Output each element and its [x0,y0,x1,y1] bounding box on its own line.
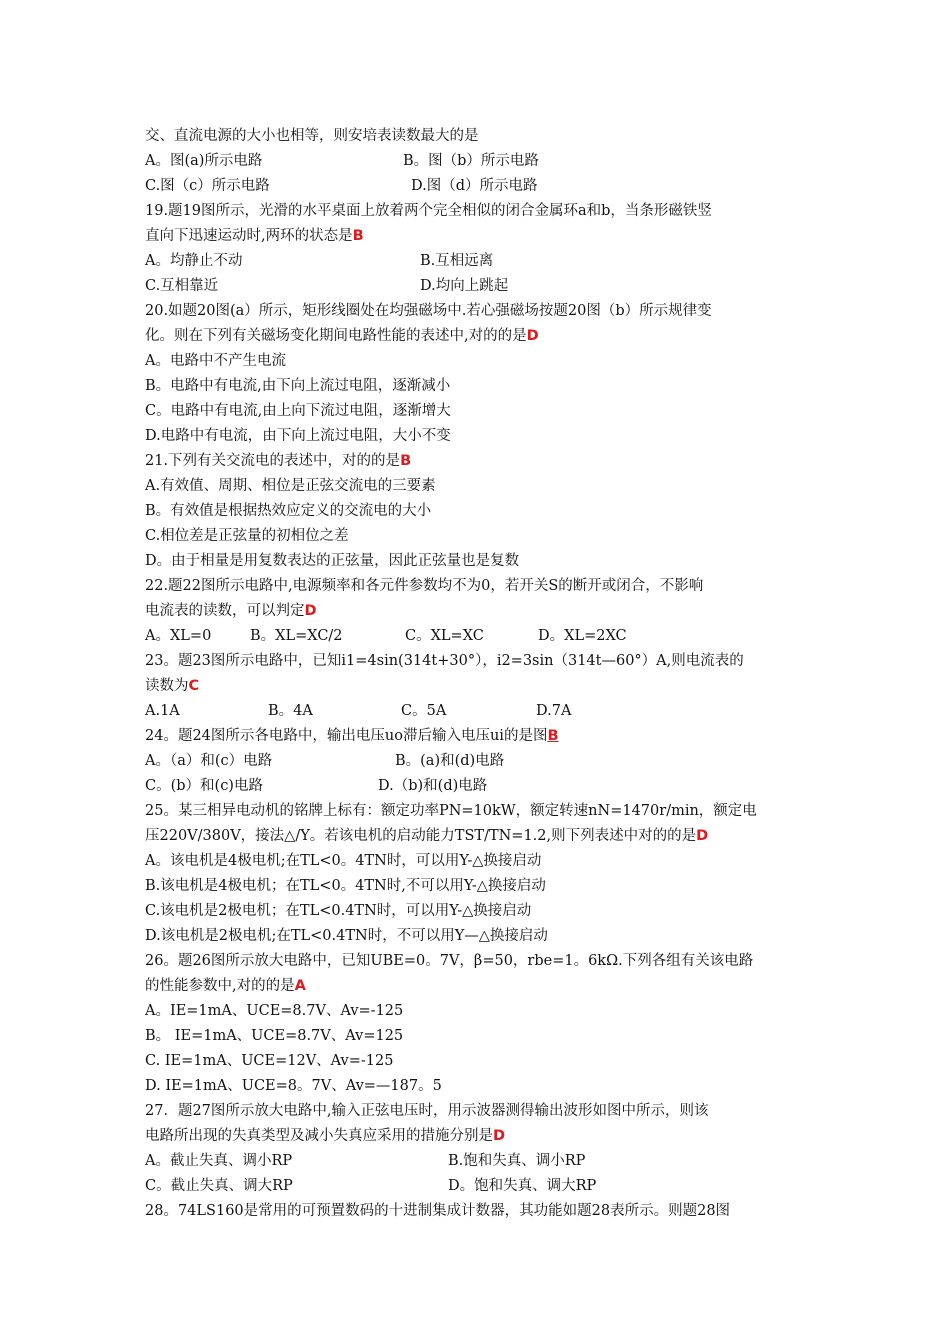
q27-answer: D [493,1128,506,1144]
q21-option-d: D。由于相量是用复数表达的正弦量，因此正弦量也是复数 [145,553,520,569]
q26-text: 的性能参数中,对的的是 [145,978,295,994]
q26-option-b: B。 IE=1mA、UCE=8.7V、Av=125 [145,1028,404,1044]
q20-option-b: B。电路中有电流,由下向上流过电阻，逐渐减小 [145,378,451,394]
q20-option-d: D.电路中有电流，由下向上流过电阻，大小不变 [145,428,451,444]
q19-text-line1: 19.题19图所示，光滑的水平桌面上放着两个完全相似的闭合金属环a和b，当条形磁铁竖 [145,203,712,219]
q26-option-c: C. IE=1mA、UCE=12V、Av=-125 [145,1053,394,1069]
q27-option-a: A。截止失真、调小RP [145,1153,293,1169]
q25-text-line1: 25。某三相异电动机的铭牌上标有：额定功率PN=10kW，额定转速nN=1470r/min，额定电 [145,803,757,819]
q19-answer: B [352,228,364,244]
q25-option-a: A。该电机是4极电机;在TL<0。4TN时，可以用Y-△换接启动 [145,853,542,869]
q22-answer: D [304,603,317,619]
q22-text-line2 [145,599,810,624]
q24-option-a: A。（a）和(c）电路 [145,753,273,769]
q23-text-line1: 23。题23图所示电路中，已知i1=4sin(314t+30°），i2=3sin（314t—60°）A,则电流表的 [145,653,744,669]
q22-text-line1: 22.题22图所示电路中,电源频率和各元件参数均不为0，若开关S的断开或闭合，不影响 [145,578,704,594]
document-page [145,124,810,1224]
q25-answer: D [696,828,709,844]
q24-options-row1 [145,749,810,774]
q23-option-d: D.7A [536,703,572,719]
q20-answer: D [526,328,539,344]
q20-text-line2 [145,324,810,349]
q26-answer: A [294,978,306,994]
q27-option-b: B.饱和失真、调小RP [448,1153,586,1169]
q21-text-line1 [145,449,810,474]
q27-options-row1 [145,1149,810,1174]
q19-option-b: B.互相远离 [420,253,494,269]
q19-options-row1 [145,249,810,274]
q23-answer: C [188,678,200,694]
q24-option-b: B。(a)和(d)电路 [395,753,505,769]
q20-text-line1: 20.如题20图(a）所示，矩形线圈处在均强磁场中.若心强磁场按题20图（b）所示规律变 [145,303,712,319]
q24-text-line1 [145,724,810,749]
q22-option-d: D。XL=2XC [538,628,627,644]
q19-text: 直向下迅速运动时,两环的状态是 [145,228,353,244]
q27-text: 电路所出现的失真类型及减小失真应采用的措施分别是 [145,1128,493,1144]
q26-text-line1: 26。题26图所示放大电路中，已知UBE=0。7V，β=50，rbe=1。6kΩ.下列各组有关该电路 [145,953,754,969]
q23-text: 读数为 [145,678,189,694]
q26-text-line2 [145,974,810,999]
q23-option-c: C。5A [401,703,447,719]
q24-answer: B [547,728,559,744]
q26-option-a: A。IE=1mA、UCE=8.7V、Av=-125 [145,1003,404,1019]
q21-option-a: A.有效值、周期、相位是正弦交流电的三要素 [145,478,436,494]
q22-option-a: A。XL=0 [145,628,212,644]
q22-options-row [145,624,810,649]
q22-option-b: B。XL=XC/2 [250,628,343,644]
q27-option-d: D。饱和失真、调大RP [448,1178,597,1194]
q23-option-a: A.1A [145,703,180,719]
q28-text-line1: 28。74LS160是常用的可预置数码的十进制集成计数器，其功能如题28表所示。则题28图 [145,1203,731,1219]
q21-answer: B [400,453,412,469]
q18-options-row2 [145,174,810,199]
q22-option-c: C。XL=XC [405,628,484,644]
q23-option-b: B。4A [268,703,313,719]
q26-option-d: D. IE=1mA、UCE=8。7V、Av=—187。5 [145,1078,442,1094]
q22-text: 电流表的读数，可以判定 [145,603,305,619]
q27-options-row2 [145,1174,810,1199]
q23-text-line2 [145,674,810,699]
q25-option-b: B.该电机是4极电机；在TL<0。4TN时,不可以用Y-△换接启动 [145,878,546,894]
q19-option-a: A。均静止不动 [145,253,243,269]
q27-option-c: C。截止失真、调大RP [145,1178,293,1194]
q19-option-d: D.均向上跳起 [420,278,509,294]
q19-text-line2 [145,224,810,249]
q24-option-c: C。(b）和(c)电路 [145,778,263,794]
q18-option-d: D.图（d）所示电路 [411,178,538,194]
q21-text: 21.下列有关交流电的表述中，对的的是 [145,453,401,469]
q21-option-b: B。有效值是根据热效应定义的交流电的大小 [145,503,432,519]
q24-option-d: D.（b)和(d)电路 [378,778,488,794]
q19-option-c: C.互相靠近 [145,278,219,294]
q18-tail: 交、直流电源的大小也相等，则安培表读数最大的是 [145,128,479,144]
q20-option-a: A。电路中不产生电流 [145,353,286,369]
q24-text: 24。题24图所示各电路中，输出电压uo滞后输入电压ui的是图 [145,728,548,744]
q25-text-line2 [145,824,810,849]
q18-option-a: A。图(a)所示电路 [145,153,263,169]
q25-text: 压220V/380V，接法△/Y。若该电机的启动能力TST/TN=1.2,则下列表述中对的的是 [145,828,697,844]
q18-option-b: B。图（b）所示电路 [403,153,539,169]
q27-text-line1: 27．题27图所示放大电路中,输入正弦电压时，用示波器测得输出波形如图中所示，则该 [145,1103,709,1119]
q20-option-c: C。电路中有电流,由上向下流过电阻，逐渐增大 [145,403,451,419]
q24-options-row2 [145,774,810,799]
q18-option-c: C.图（c）所示电路 [145,178,270,194]
q21-option-c: C.相位差是正弦量的初相位之差 [145,528,349,544]
q25-option-c: C.该电机是2极电机；在TL<0.4TN时，可以用Y-△换接启动 [145,903,532,919]
q20-text: 化。则在下列有关磁场变化期间电路性能的表述中,对的的是 [145,328,527,344]
q18-options-row1 [145,149,810,174]
q25-option-d: D.该电机是2极电机;在TL<0.4TN时，不可以用Y—△换接启动 [145,928,548,944]
q19-options-row2 [145,274,810,299]
q27-text-line2 [145,1124,810,1149]
q23-options-row [145,699,810,724]
